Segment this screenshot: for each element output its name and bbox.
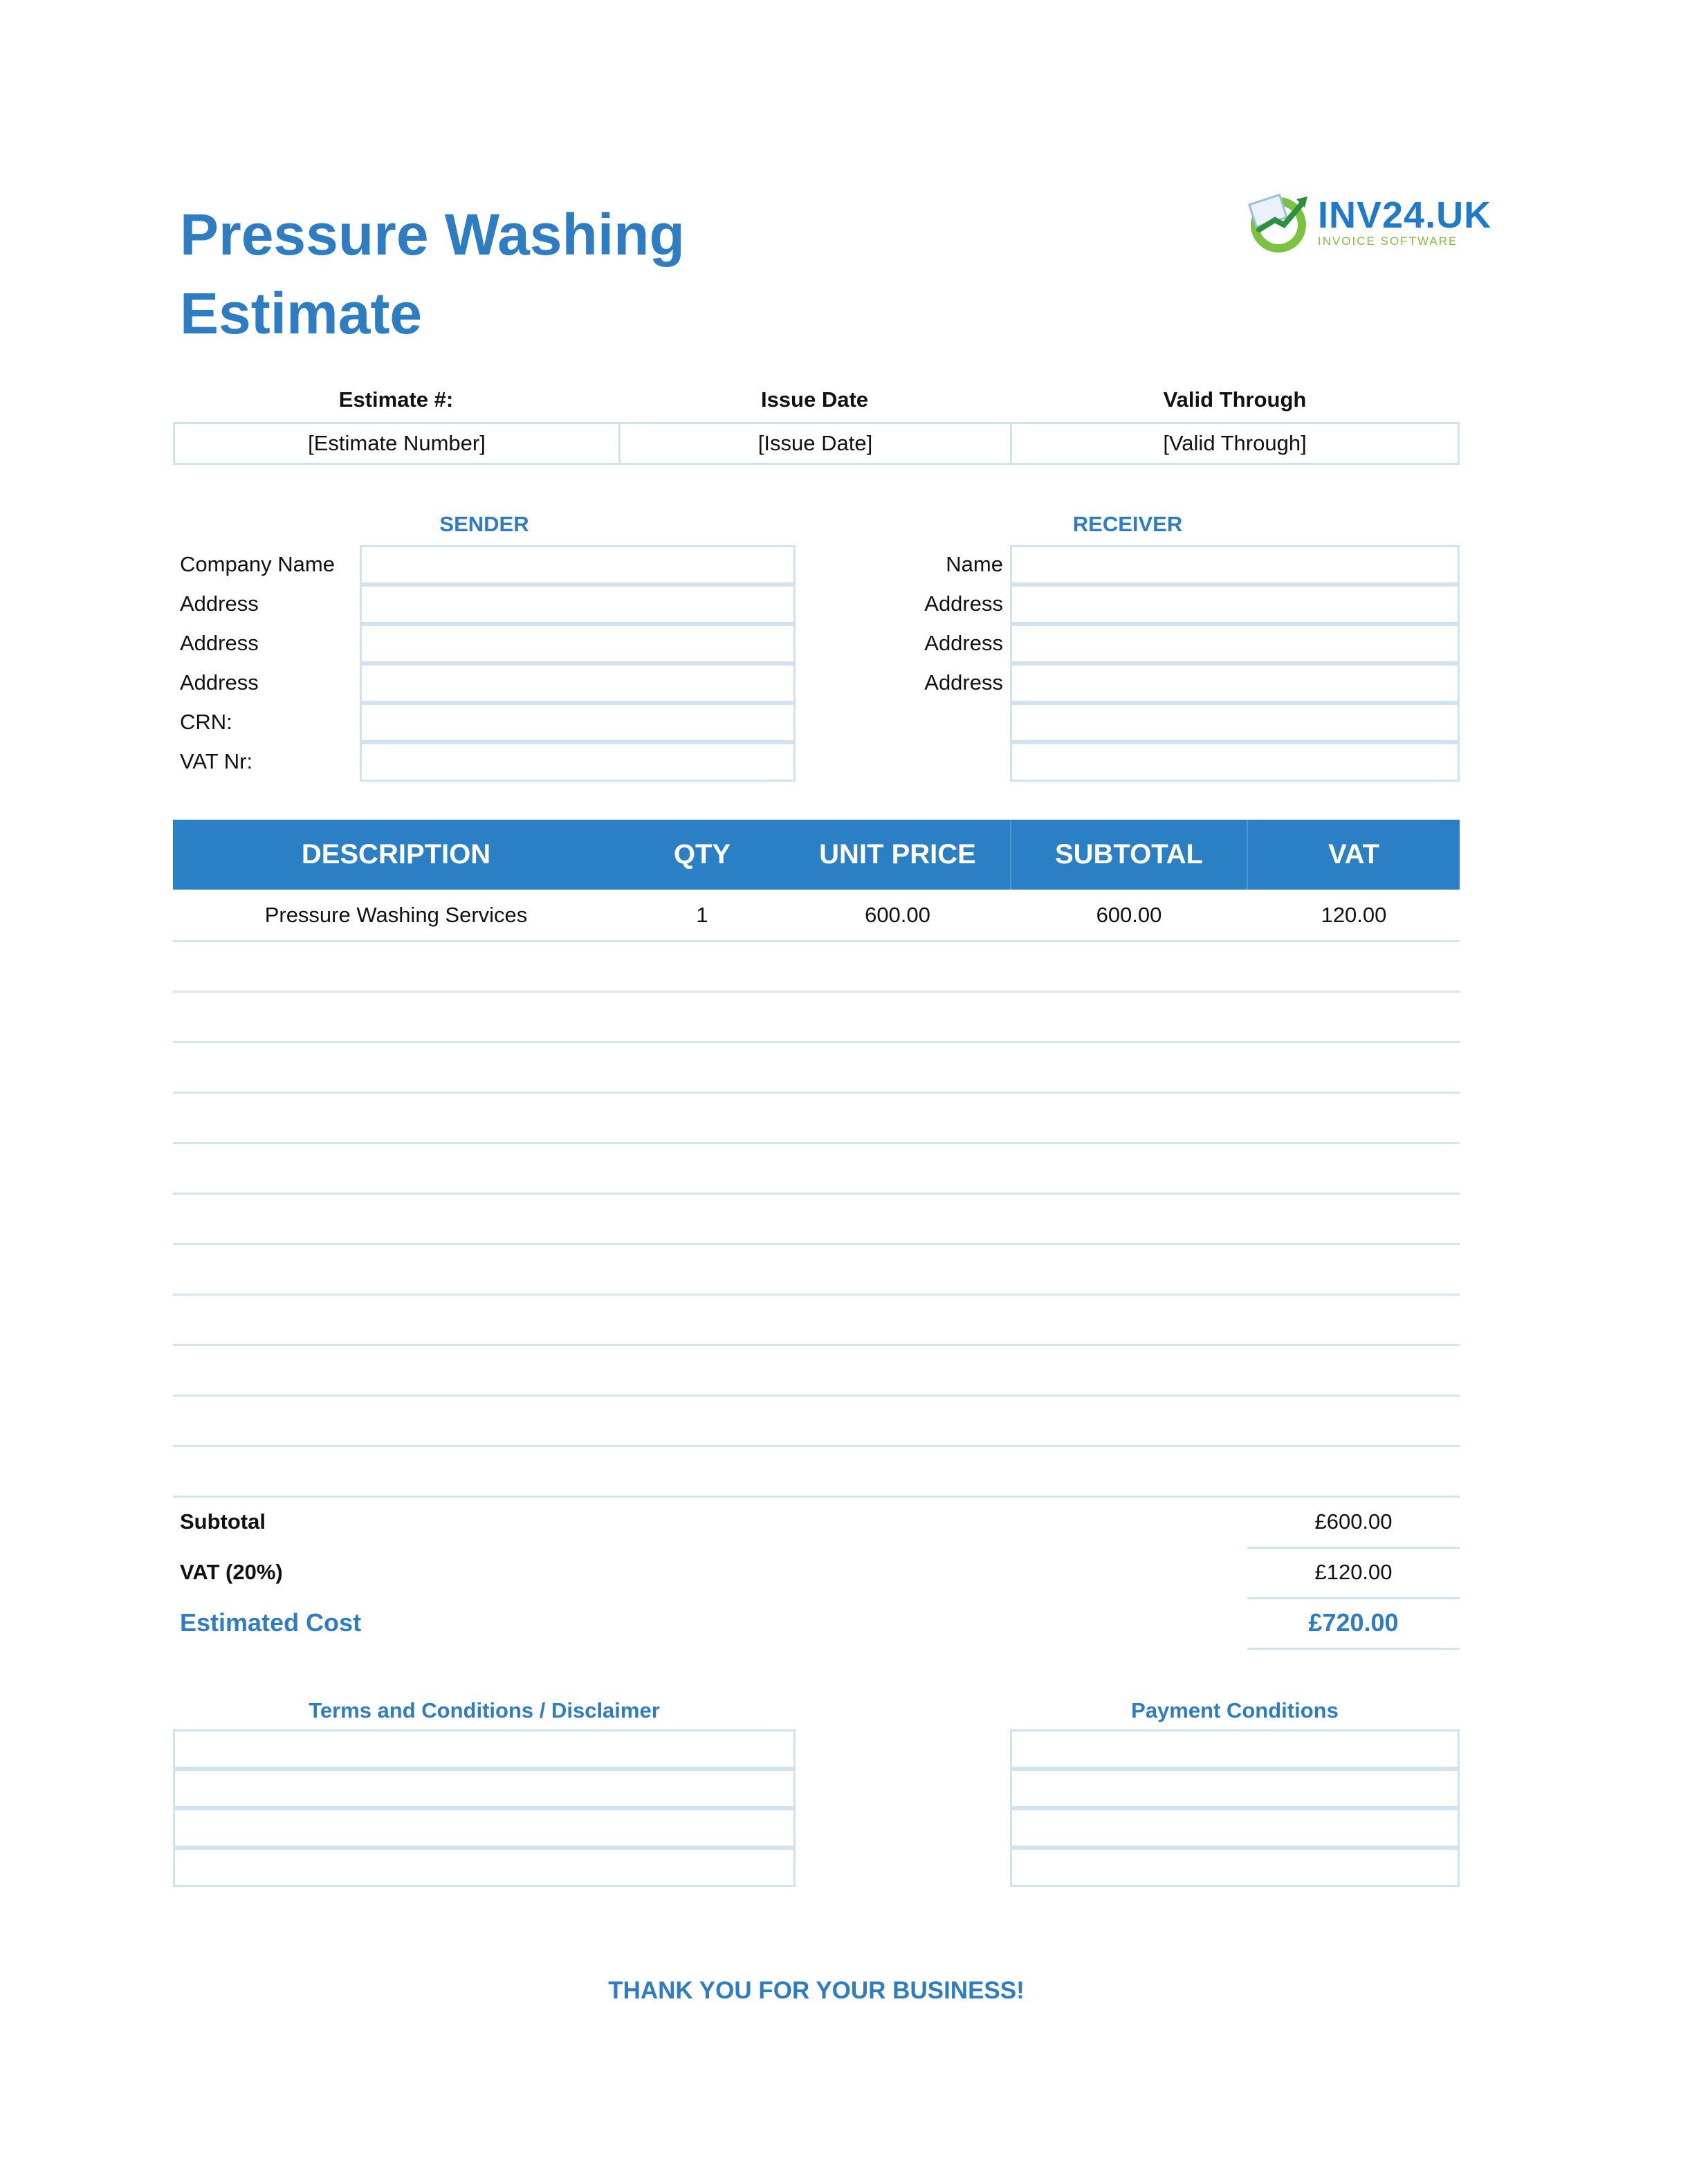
logo-text: INV24.UK: [1318, 194, 1492, 236]
sender-address-label: Address: [180, 631, 259, 655]
receiver-title: RECEIVER: [1072, 512, 1183, 536]
issue-date-field[interactable]: [Issue Date]: [618, 422, 1012, 465]
terms-field[interactable]: [173, 1808, 796, 1848]
sender-address-label: Address: [180, 591, 259, 616]
receiver-extra-field[interactable]: [1010, 742, 1460, 782]
items-table-header: [173, 820, 1460, 890]
column-unit-price: UNIT PRICE: [819, 839, 976, 870]
valid-through-label: Valid Through: [1163, 387, 1307, 412]
receiver-name-field[interactable]: [1010, 545, 1460, 585]
logo-icon: [1244, 187, 1313, 256]
row-divider: [173, 991, 1460, 993]
thank-you-message: THANK YOU FOR YOUR BUSINESS!: [608, 1977, 1025, 2004]
column-subtotal: SUBTOTAL: [1054, 839, 1204, 870]
row-divider: [173, 1041, 1460, 1043]
sender-address-label: Address: [180, 670, 259, 695]
row-vat: 120.00: [1321, 903, 1387, 927]
row-qty[interactable]: 1: [696, 903, 708, 927]
totals-divider: [1247, 1648, 1460, 1650]
terms-field[interactable]: [173, 1729, 796, 1769]
sender-crn-field[interactable]: [360, 703, 796, 742]
title-line-1: Pressure Washing: [180, 202, 685, 267]
row-subtotal: 600.00: [1096, 903, 1162, 927]
sender-address-field[interactable]: [360, 585, 796, 624]
terms-field[interactable]: [173, 1769, 796, 1808]
issue-date-label: Issue Date: [760, 387, 869, 412]
vat-value: £120.00: [1314, 1560, 1393, 1584]
row-divider: [173, 1496, 1460, 1498]
payment-conditions-field[interactable]: [1010, 1729, 1460, 1769]
row-description[interactable]: Pressure Washing Services: [264, 903, 528, 927]
row-divider: [173, 1243, 1460, 1245]
receiver-extra-field[interactable]: [1010, 703, 1460, 742]
receiver-address-field[interactable]: [1010, 585, 1460, 624]
sender-title: SENDER: [439, 512, 529, 536]
sender-company-label: Company Name: [180, 552, 335, 576]
payment-conditions-field[interactable]: [1010, 1848, 1460, 1887]
receiver-address-field[interactable]: [1010, 624, 1460, 663]
row-divider: [173, 1294, 1460, 1296]
column-qty: QTY: [673, 839, 731, 870]
estimate-number-label: Estimate #:: [338, 387, 454, 412]
logo-subtext: INVOICE SOFTWARE: [1318, 235, 1458, 248]
receiver-address-label: Address: [924, 670, 1003, 695]
row-divider: [173, 1193, 1460, 1195]
column-description: DESCRIPTION: [301, 839, 491, 870]
subtotal-value: £600.00: [1314, 1509, 1393, 1534]
terms-title: Terms and Conditions / Disclaimer: [309, 1698, 660, 1722]
payment-conditions-field[interactable]: [1010, 1808, 1460, 1848]
valid-through-field[interactable]: [Valid Through]: [1010, 422, 1460, 465]
receiver-address-field[interactable]: [1010, 663, 1460, 703]
estimated-cost-label: Estimated Cost: [180, 1608, 362, 1637]
row-divider: [173, 1344, 1460, 1346]
row-divider: [173, 1142, 1460, 1144]
estimate-number-field[interactable]: [Estimate Number]: [173, 422, 621, 465]
receiver-address-label: Address: [924, 591, 1003, 616]
estimated-cost-value: £720.00: [1308, 1608, 1399, 1637]
terms-field[interactable]: [173, 1848, 796, 1887]
vat-label: VAT (20%): [180, 1560, 283, 1584]
receiver-address-label: Address: [924, 631, 1003, 655]
sender-vat-label: VAT Nr:: [180, 749, 253, 773]
row-divider: [173, 1445, 1460, 1447]
sender-address-field[interactable]: [360, 624, 796, 663]
receiver-name-label: Name: [946, 552, 1003, 576]
title-line-2: Estimate: [180, 281, 423, 346]
row-divider: [173, 1092, 1460, 1094]
sender-company-field[interactable]: [360, 545, 796, 585]
payment-conditions-title: Payment Conditions: [1131, 1698, 1339, 1722]
sender-vat-field[interactable]: [360, 742, 796, 782]
totals-divider: [1247, 1597, 1460, 1599]
row-divider: [173, 940, 1460, 942]
column-vat: VAT: [1328, 839, 1380, 870]
totals-divider: [1247, 1547, 1460, 1549]
subtotal-label: Subtotal: [180, 1509, 266, 1534]
sender-crn-label: CRN:: [180, 710, 232, 734]
payment-conditions-field[interactable]: [1010, 1769, 1460, 1808]
page-title: [180, 195, 685, 353]
row-divider: [173, 1395, 1460, 1397]
row-unit-price[interactable]: 600.00: [865, 903, 930, 927]
sender-address-field[interactable]: [360, 663, 796, 703]
